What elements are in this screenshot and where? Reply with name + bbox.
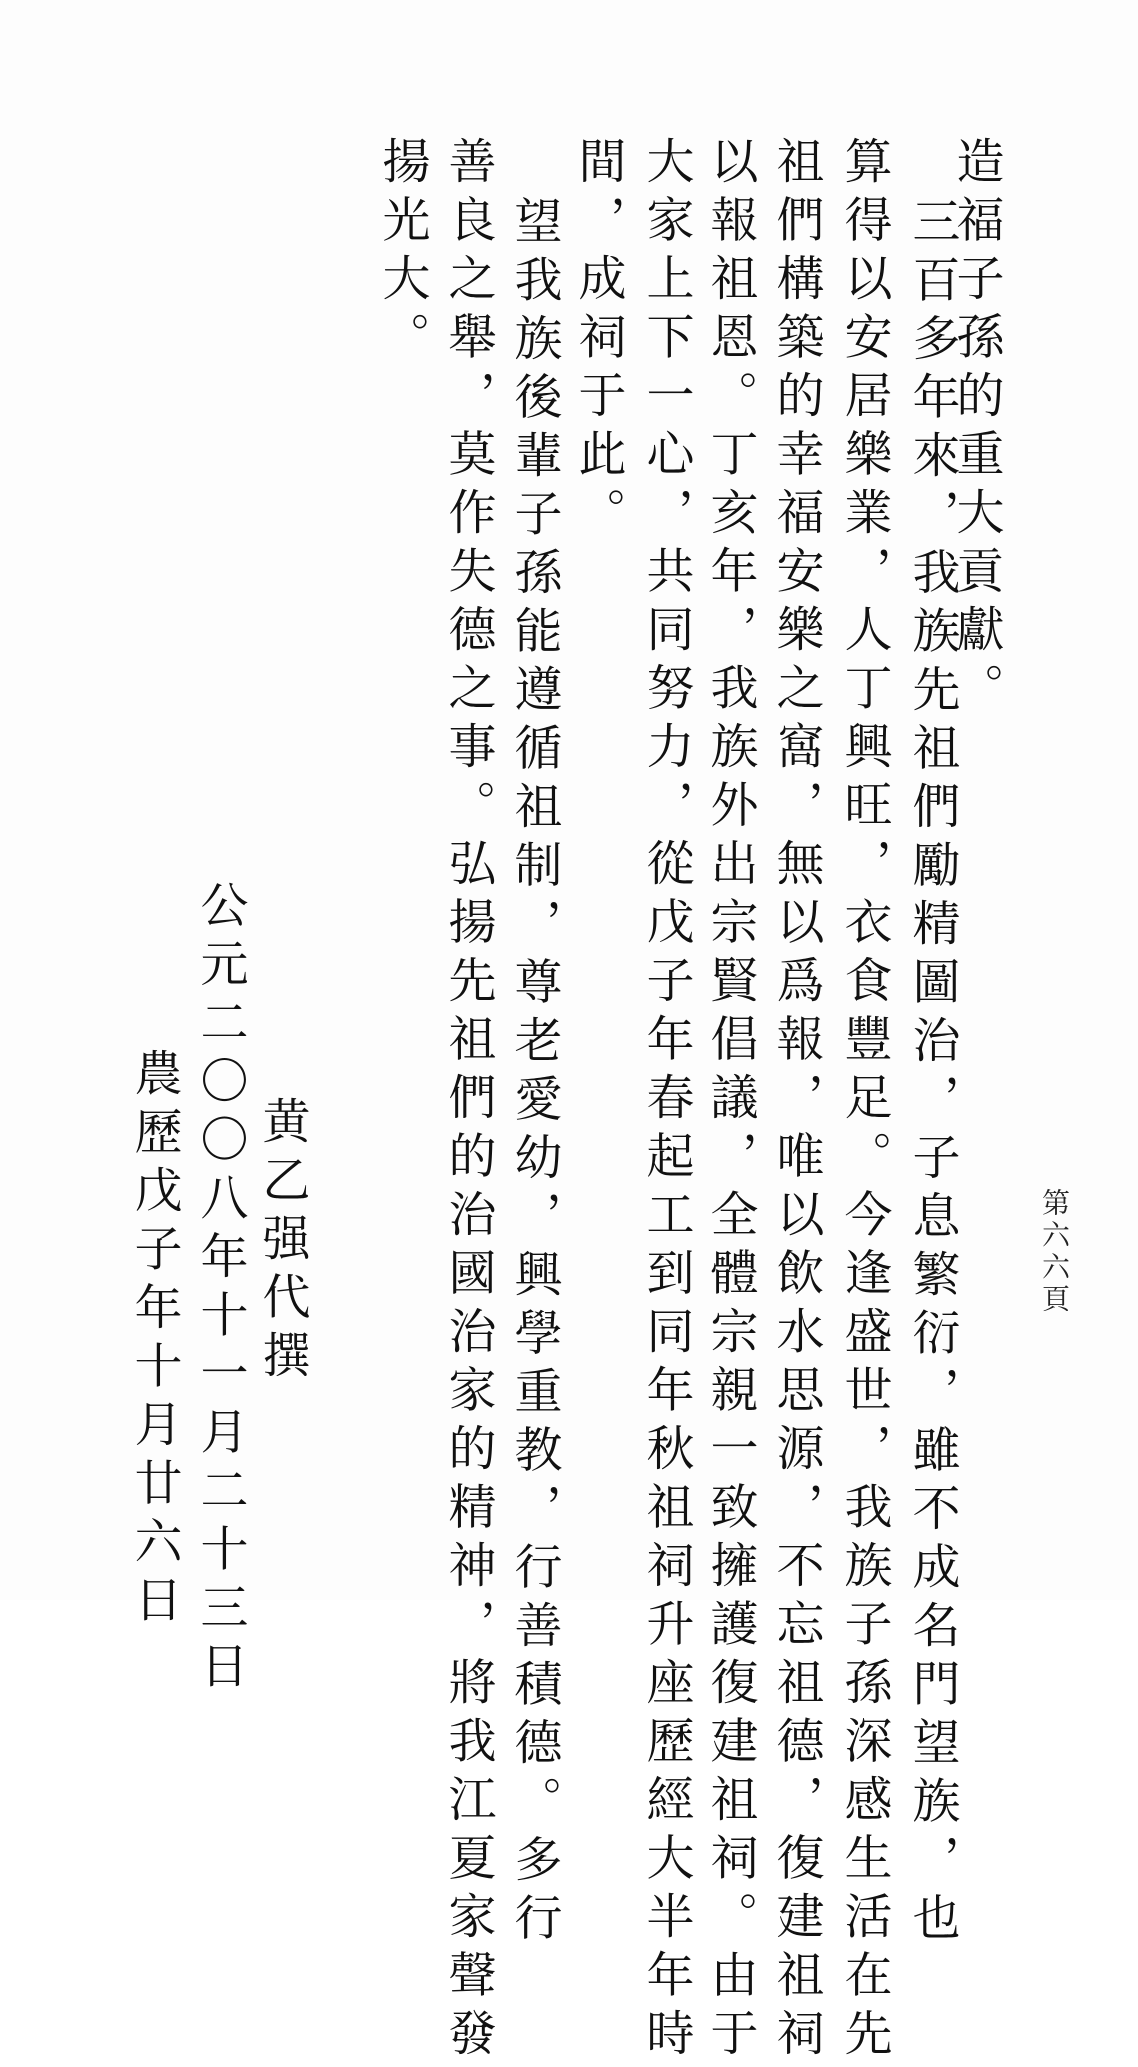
text-column-6: 大家上下一心，共同努力，從戊子年春起工到同年秋祖祠升座歷經大半年時 [638, 136, 694, 2067]
author-signature: 黄乙强代撰 [254, 1096, 310, 1389]
lunar-date: 農歷戊子年十月廿六日 [126, 1048, 182, 1633]
text-column-10: 揚光大。 [374, 136, 430, 370]
gregorian-date: 公元二〇〇八年十一月二十三日 [192, 880, 248, 1699]
text-column-3: 算得以安居樂業，人丁興旺，衣食豐足。今逢盛世，我族子孫深感生活在先 [836, 136, 892, 2067]
text-column-5: 以報祖恩。丁亥年，我族外出宗賢倡議，全體宗親一致擁護復建祖祠。由于 [702, 136, 758, 2067]
text-column-2: 三百多年來，我族先祖們勵精圖治，子息繁衍，雖不成名門望族，也 [904, 196, 960, 1951]
text-column-7: 間，成祠于此。 [570, 136, 626, 546]
text-column-9: 善良之舉，莫作失德之事。弘揚先祖們的治國治家的精神，將我江夏家聲發 [440, 136, 496, 2067]
text-column-4: 祖們構築的幸福安樂之窩，無以爲報，唯以飲水思源，不忘祖德，復建祖祠 [768, 136, 824, 2067]
text-column-8: 望我族後輩子孫能遵循祖制，尊老愛幼，興學重教，行善積德。多行 [506, 196, 562, 1951]
text-column-1: 造福子孫的重大貢獻。 [948, 136, 1004, 721]
page-number: 第六六頁 [1038, 1188, 1071, 1316]
